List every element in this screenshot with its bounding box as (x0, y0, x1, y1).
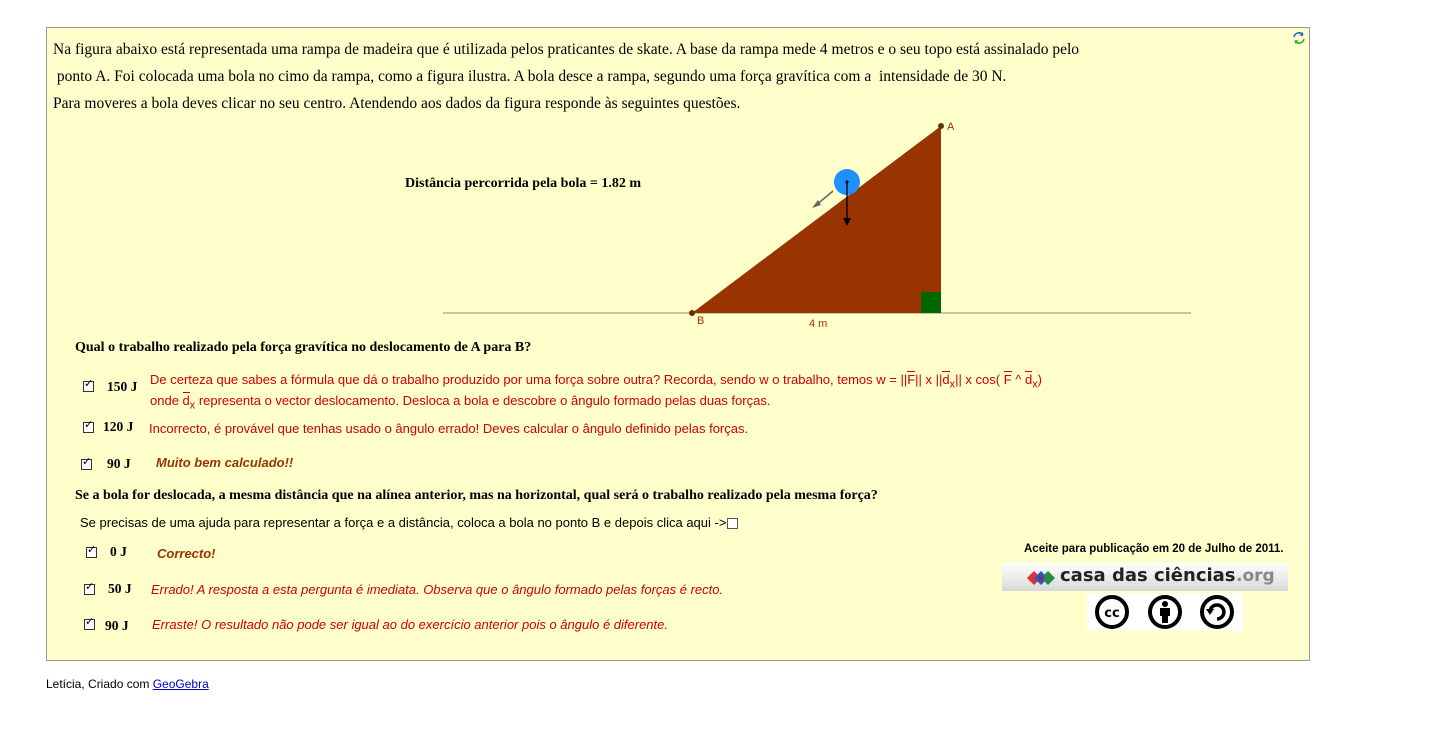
subscript: x (1032, 378, 1038, 391)
q1-option-90-checkbox[interactable] (81, 459, 92, 470)
q2-option-0-feedback: Correcto! (157, 546, 216, 561)
feedback-text: De certeza que sabes a fórmula que dá o trabalho produzido por uma força sobre outra? Recorda, sendo w o trabalho, temos w = || (150, 372, 908, 387)
intro-line-3: Para moveres a bola deves clicar no seu centro. Atendendo aos dados da figura responde às seguintes questões. (53, 95, 741, 112)
publication-accepted: Aceite para publicação em 20 de Julho de 2011. (1024, 543, 1284, 555)
feedback-text: ^ (1011, 372, 1025, 387)
subscript: x (189, 399, 196, 412)
intro-line-1: Na figura abaixo está representada uma rampa de madeira que é utilizada pelos praticantes de skate. A base da rampa mede 4 metros e o seu topo está assinalado pelo (53, 41, 1080, 58)
feedback-text: || x || (915, 372, 943, 387)
vector-f: F (1003, 372, 1012, 387)
svg-text:cc: cc (1104, 606, 1120, 621)
subscript: x (949, 378, 956, 391)
sa-icon (1194, 594, 1240, 630)
q2-option-50-feedback: Errado! A resposta a esta pergunta é imediata. Observa que o ângulo formado pelas forças é recto. (151, 582, 724, 597)
label-point-b: B (697, 315, 705, 327)
geogebra-applet[interactable] (46, 27, 1310, 661)
point-a (938, 123, 944, 129)
feedback-text: representa o vector deslocamento. Desloca a bola e descobre o ângulo formado pelas duas forças. (195, 393, 771, 408)
vector-d: d (182, 393, 190, 408)
intro-line-2: ponto A. Foi colocada uma bola no cimo da rampa, como a figura ilustra. A bola desce a rampa, segundo uma força gravítica com a intensidade de 30 N. (53, 68, 1007, 85)
feedback-text: || x cos( (955, 372, 1004, 387)
q2-option-90-label: 90 J (105, 618, 129, 633)
q1-option-150-checkbox[interactable] (83, 381, 94, 392)
geogebra-link[interactable]: GeoGebra (152, 677, 209, 691)
logo-text: casa das ciências (1060, 565, 1236, 586)
point-b (689, 310, 695, 316)
q2-option-0-checkbox[interactable] (86, 547, 97, 558)
feedback-text: onde (150, 393, 183, 408)
q2-option-50-label: 50 J (108, 581, 132, 596)
q2-hint (80, 515, 738, 530)
ramp-figure (47, 28, 1309, 338)
footer (46, 677, 209, 691)
footer-text: Letícia, Criado com (46, 677, 153, 691)
vector-d: d (1025, 372, 1033, 387)
question-2-title: Se a bola for deslocada, a mesma distância que na alínea anterior, mas na horizontal, qual será o trabalho realizado pela mesma força? (75, 488, 878, 503)
q1-option-150-feedback-line1 (150, 372, 1042, 391)
cc-icon (1089, 594, 1135, 630)
cc-license-badge[interactable] (1087, 593, 1243, 631)
question-1-title: Qual o trabalho realizado pela força gravítica no deslocamento de A para B? (75, 340, 532, 355)
q1-option-90-label: 90 J (107, 456, 131, 471)
casa-das-ciencias-logo[interactable] (1002, 563, 1288, 591)
q1-option-120-feedback: Incorrecto, é provável que tenhas usado o ângulo errado! Deves calcular o ângulo definido pelas forças. (149, 421, 749, 436)
q1-option-120-checkbox[interactable] (83, 422, 94, 433)
vector-d: d (942, 372, 950, 387)
q1-option-90-feedback: Muito bem calculado!! (156, 455, 294, 470)
q2-option-90-checkbox[interactable] (84, 619, 95, 630)
q1-option-150-label: 150 J (107, 379, 138, 394)
vector-f: F (907, 372, 916, 387)
q2-hint-text: Se precisas de uma ajuda para representar a força e a distância, coloca a bola no ponto B e depois clica aqui -> (80, 515, 727, 530)
label-point-a: A (947, 121, 955, 133)
q2-option-90-feedback: Erraste! O resultado não pode ser igual ao do exercício anterior pois o ângulo é diferente. (152, 617, 668, 632)
q2-hint-checkbox[interactable] (727, 518, 738, 529)
by-icon (1142, 594, 1188, 630)
q1-option-120-label: 120 J (103, 419, 134, 434)
logo-suffix: .org (1236, 566, 1275, 586)
logo-icon (1027, 566, 1057, 590)
distance-label: Distância percorrida pela bola = 1.82 m (405, 176, 641, 191)
q2-option-0-label: 0 J (110, 544, 127, 559)
feedback-text: ) (1037, 372, 1042, 387)
ramp (692, 126, 941, 313)
label-base: 4 m (809, 318, 828, 330)
right-angle-marker (921, 292, 941, 313)
q1-option-150-feedback-line2 (150, 393, 770, 412)
q2-option-50-checkbox[interactable] (84, 584, 95, 595)
